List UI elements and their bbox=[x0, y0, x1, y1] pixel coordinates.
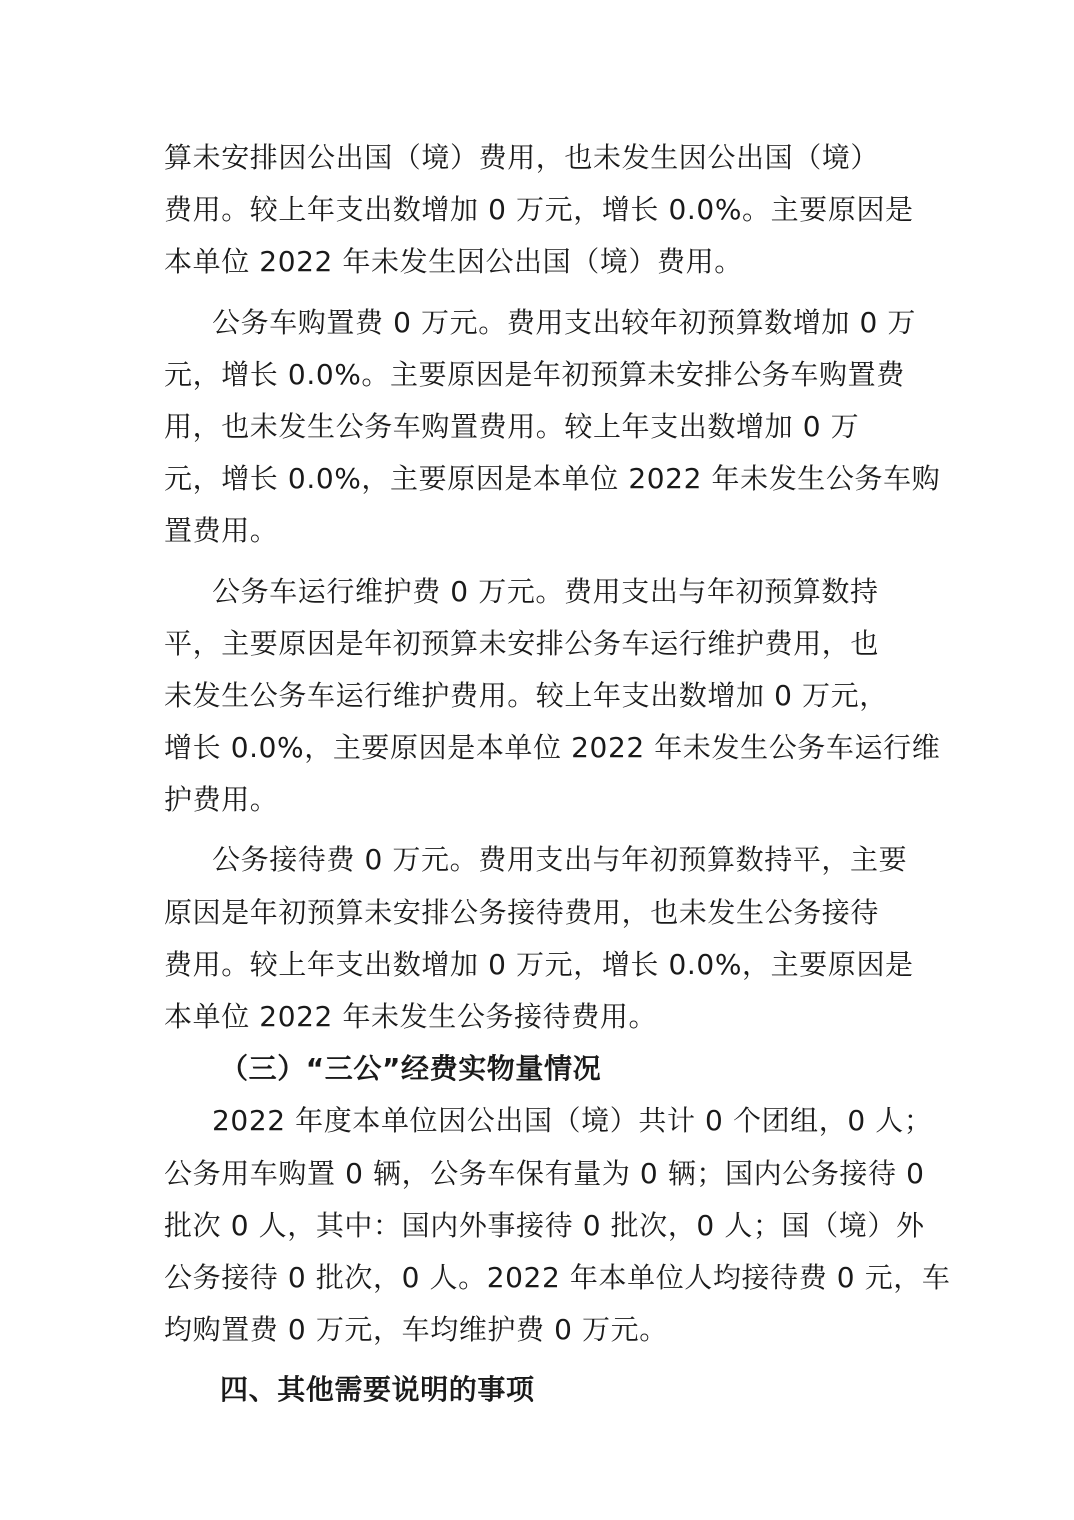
text-line: 均购置费 0 万元，车均维护费 0 万元。 bbox=[164, 1313, 668, 1347]
document-body bbox=[164, 132, 951, 1417]
text-line: 原因是年初预算未安排公务接待费用，也未发生公务接待 bbox=[164, 895, 880, 929]
sub-heading: （三）“三公”经费实物量情况 bbox=[220, 1052, 602, 1086]
text-line: 公务车运行维护费 0 万元。费用支出与年初预算数持 bbox=[212, 574, 879, 608]
text-line: 公务接待 0 批次，0 人。2022 年本单位人均接待费 0 元，车 bbox=[164, 1260, 951, 1294]
text-line: 护费用。 bbox=[164, 783, 279, 817]
text-line: 2022 年度本单位因公出国（境）共计 0 个团组，0 人； bbox=[212, 1104, 933, 1138]
paragraph-physical-quantity bbox=[164, 1095, 951, 1356]
text-line: 公务接待费 0 万元。费用支出与年初预算数持平，主要 bbox=[212, 843, 908, 877]
paragraph-gap bbox=[164, 826, 910, 834]
text-line: 费用。较上年支出数增加 0 万元，增长 0.0%。主要原因是 bbox=[164, 193, 914, 227]
paragraph-reception bbox=[164, 834, 914, 1043]
paragraph-gap bbox=[164, 289, 910, 297]
text-line: 置费用。 bbox=[164, 514, 279, 548]
text-line: 费用。较上年支出数增加 0 万元，增长 0.0%，主要原因是 bbox=[164, 947, 914, 981]
text-line: 元，增长 0.0%。主要原因是年初预算未安排公务车购置费 bbox=[164, 357, 905, 391]
text-line: 元，增长 0.0%，主要原因是本单位 2022 年未发生公务车购 bbox=[164, 462, 941, 496]
section-heading: 四、其他需要说明的事项 bbox=[220, 1373, 535, 1407]
paragraph-gap bbox=[164, 558, 910, 566]
text-line: 公务车购置费 0 万元。费用支出较年初预算数增加 0 万 bbox=[212, 305, 917, 339]
text-line: 增长 0.0%，主要原因是本单位 2022 年未发生公务车运行维 bbox=[164, 731, 941, 765]
text-line: 未发生公务车运行维护费用。较上年支出数增加 0 万元， bbox=[164, 678, 888, 712]
text-line: 公务用车购置 0 辆，公务车保有量为 0 辆；国内公务接待 0 bbox=[164, 1156, 925, 1190]
paragraph-vehicle-purchase bbox=[164, 297, 941, 558]
text-line: 平，主要原因是年初预算未安排公务车运行维护费用，也 bbox=[164, 626, 880, 660]
text-line: 用，也未发生公务车购置费用。较上年支出数增加 0 万 bbox=[164, 409, 860, 443]
text-line: 本单位 2022 年未发生公务接待费用。 bbox=[164, 1000, 658, 1033]
text-line: 本单位 2022 年未发生因公出国（境）费用。 bbox=[164, 245, 743, 279]
paragraph-overseas-travel bbox=[164, 132, 914, 289]
paragraph-gap bbox=[164, 1356, 910, 1364]
text-line: 算未安排因公出国（境）费用，也未发生因公出国（境） bbox=[164, 141, 880, 174]
paragraph-vehicle-maintenance bbox=[164, 566, 941, 827]
text-line: 批次 0 人，其中：国内外事接待 0 批次，0 人；国（境）外 bbox=[164, 1208, 925, 1242]
